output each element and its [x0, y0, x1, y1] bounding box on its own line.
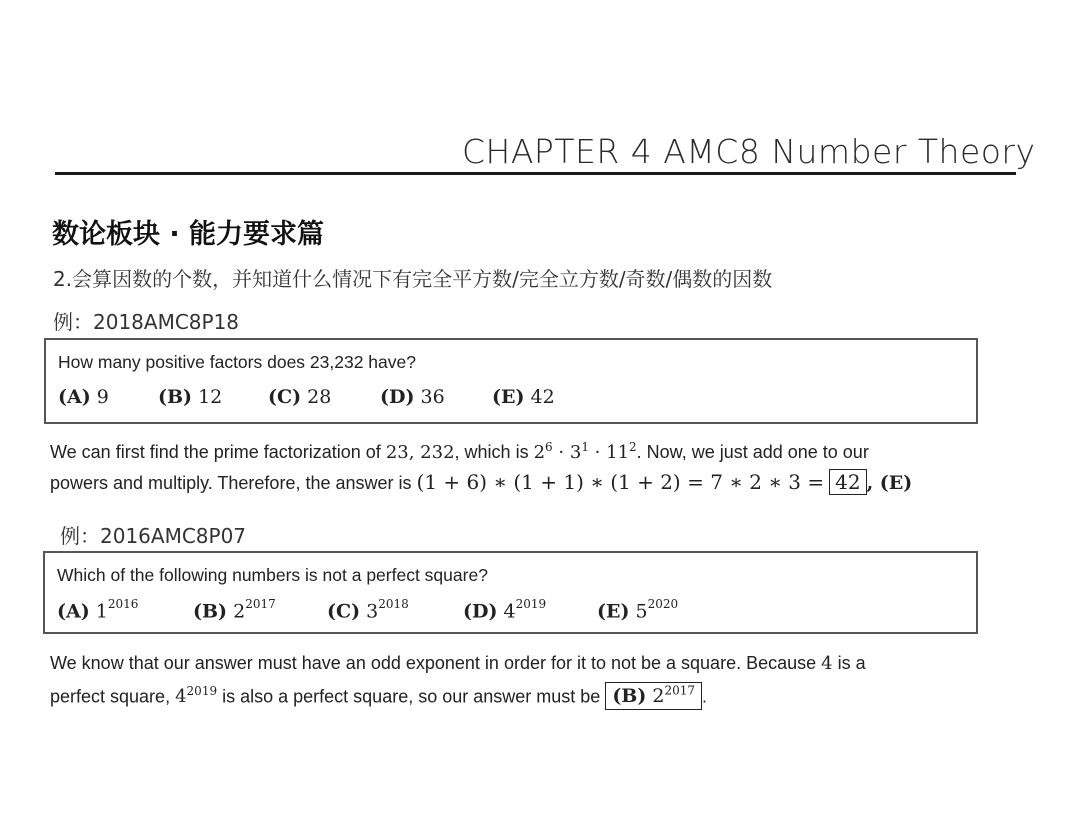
choice-a: (A) 9	[58, 386, 109, 408]
problem-box	[43, 551, 978, 634]
choice-d: (D) 36	[380, 386, 445, 408]
example-label: 例：2016AMC8P07	[60, 524, 247, 548]
choice-d: (D) $4^{2019}$	[463, 597, 547, 623]
boxed-answer: 42	[829, 469, 866, 495]
example-label: 例：2018AMC8P18	[53, 310, 240, 334]
problem-box	[44, 338, 978, 424]
header-divider	[55, 172, 1016, 175]
choice-c: (C) 28	[268, 386, 332, 408]
chapter-title: CHAPTER 4 AMC8 Number Theory	[462, 132, 1036, 171]
solution-line: We can first find the prime factorization of 23, 232, which is $2^6 \cdot 3^1 \cdot 11^2$. Now, we just add one to our	[50, 440, 869, 463]
choice-b: (B) 12	[158, 386, 223, 408]
answer-choices	[57, 599, 678, 622]
solution-line: powers and multiply. Therefore, the answer is (1 + 6) ∗ (1 + 1) ∗ (1 + 2) = 7 ∗ 2 ∗ 3 = 42 , (E)	[50, 470, 913, 494]
choice-b: (B) $2^{2017}$	[193, 597, 276, 623]
section-title: 数论板块 · 能力要求篇	[52, 219, 325, 250]
choice-e: (E) $5^{2020}$	[597, 597, 679, 623]
requirement-text: 2.会算因数的个数，并知道什么情况下有完全平方数/完全立方数/奇数/偶数的因数	[53, 267, 773, 291]
problem-question: Which of the following numbers is not a perfect square?	[57, 565, 488, 585]
problem-question: How many positive factors does 23,232 have?	[58, 352, 416, 372]
choice-a: (A) $1^{2016}$	[57, 597, 139, 623]
choice-e: (E) 42	[492, 386, 555, 408]
choice-c: (C) $3^{2018}$	[327, 597, 409, 623]
solution-line: perfect square, $4^{2019}$ is also a perfect square, so our answer must be (B) $2^{2017}$ .	[50, 684, 707, 707]
solution-line: We know that our answer must have an odd exponent in order for it to not be a square. Because 4 is a	[50, 653, 866, 674]
boxed-answer: (B) $2^{2017}$	[605, 682, 702, 710]
answer-choices	[58, 386, 555, 408]
